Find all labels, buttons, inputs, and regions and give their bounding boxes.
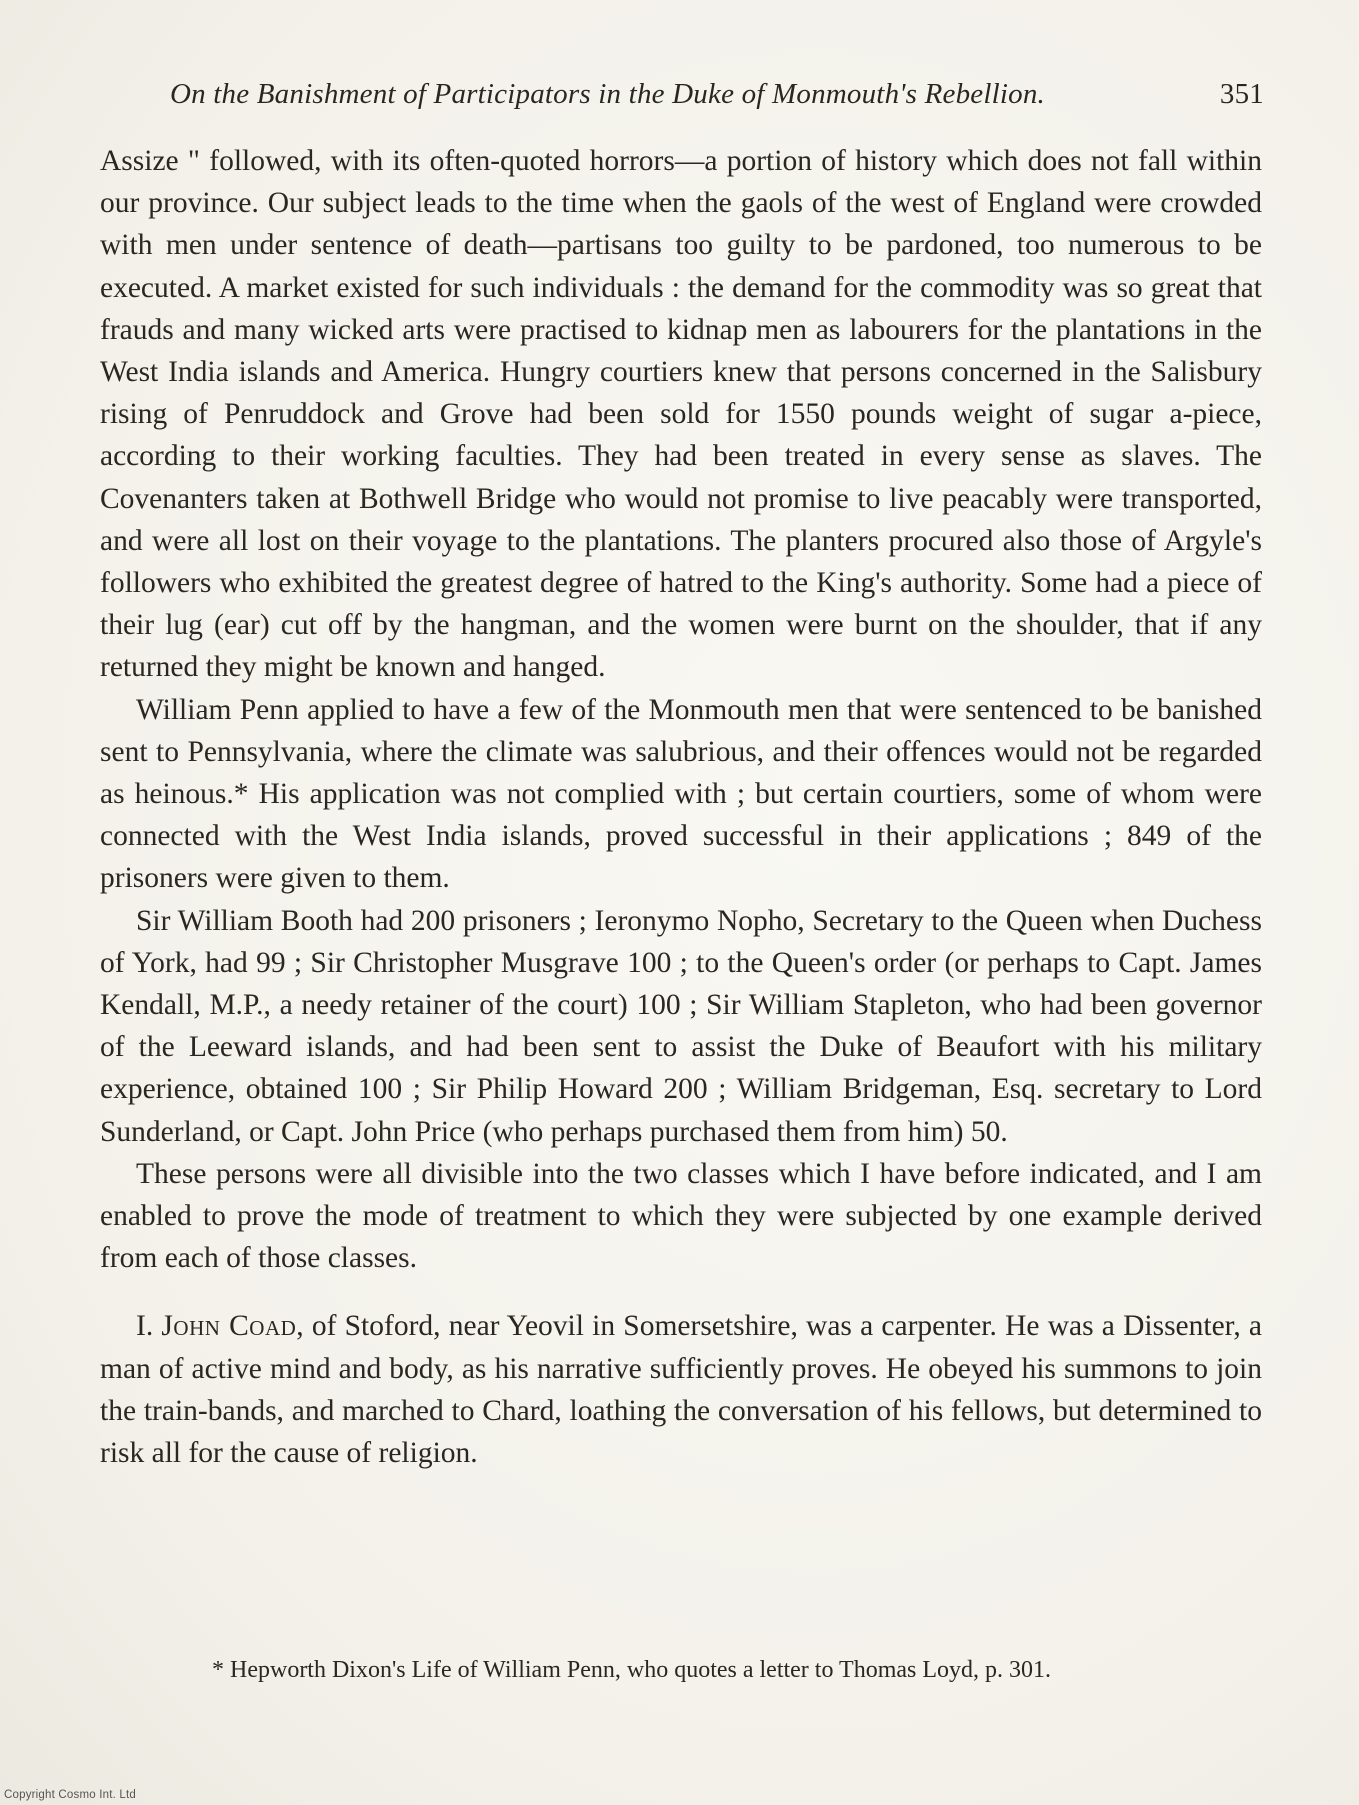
footnote: * Hepworth Dixon's Life of William Penn, who quotes a letter to Thomas Loyd, p. 301. xyxy=(212,1657,1052,1683)
section-numeral: I. xyxy=(136,1310,154,1343)
section-name: John Coad xyxy=(161,1310,297,1343)
running-header xyxy=(170,78,1264,111)
copyright-watermark: Copyright Cosmo Int. Ltd xyxy=(4,1789,136,1801)
paragraph-assize: Assize " followed, with its often-quoted horrors—a portion of history which does not fall within our province. Our subject leads to the time when the gaols of the west of England were crowded with men under sentence of death—partisans too guilty to be pardoned, too numerous to be executed. A market existed for such individuals : the demand for the commodity was so great that frauds and many wicked arts were practised to kidnap men as labourers for the plantations in the West India islands and America. Hungry courtiers knew that persons concerned in the Salisbury rising of Penruddock and Grove had been sold for 1550 pounds weight of sugar a-piece, according to their working faculties. They had been treated in every sense as slaves. The Covenanters taken at Bothwell Bridge who would not promise to live peacably were transported, and were all lost on their voyage to the plantations. The planters procured also those of Argyle's followers who exhibited the greatest degree of hatred to the King's authority. Some had a piece of their lug (ear) cut off by the hangman, and the women were burnt on the shoulder, that if any returned they might be known and hanged. xyxy=(100,145,1262,684)
paragraph-prisoners: Sir William Booth had 200 prisoners ; Ieronymo Nopho, Secretary to the Queen when Duchess of York, had 99 ; Sir Christopher Musgrave 100 ; to the Queen's order (or perhaps to Capt. James Kendall, M.P., a needy retainer of the court) 100 ; Sir William Stapleton, who had been governor of the Leeward islands, and had been sent to assist the Duke of Beaufort with his military experience, obtained 100 ; Sir Philip Howard 200 ; William Bridgeman, Esq. secretary to Lord Sunderland, or Capt. John Price (who perhaps purchased them from him) 50. xyxy=(100,904,1262,1148)
paragraph-classes: These persons were all divisible into the two classes which I have before indicated, and I am enabled to prove the mode of treatment to which they were subjected by one example derived from each of those classes. xyxy=(100,1157,1262,1275)
paragraph-penn: William Penn applied to have a few of the Monmouth men that were sentenced to be banished sent to Pennsylvania, where the climate was salubrious, and their offences would not be regarded as heinous.* His application was not complied with ; but certain courtiers, some of whom were connected with the West India islands, proved successful in their applications ; 849 of the prisoners were given to them. xyxy=(100,693,1262,895)
page-number: 351 xyxy=(1219,78,1264,110)
running-title: On the Banishment of Participators in the Duke of Monmouth's Rebellion. xyxy=(170,78,1045,110)
body-text xyxy=(100,140,1262,1474)
section-text: , of Stoford, near Yeovil in Somersetshire, was a carpenter. He was a Dissenter, a man of active mind and body, as his narrative sufficiently proves. He obeyed his summons to join the train-bands, and marched to Chard, loathing the conversation of his fellows, but determined to risk all for the cause of religion. xyxy=(100,1310,1262,1470)
paragraph-john-coad xyxy=(100,1305,1262,1474)
